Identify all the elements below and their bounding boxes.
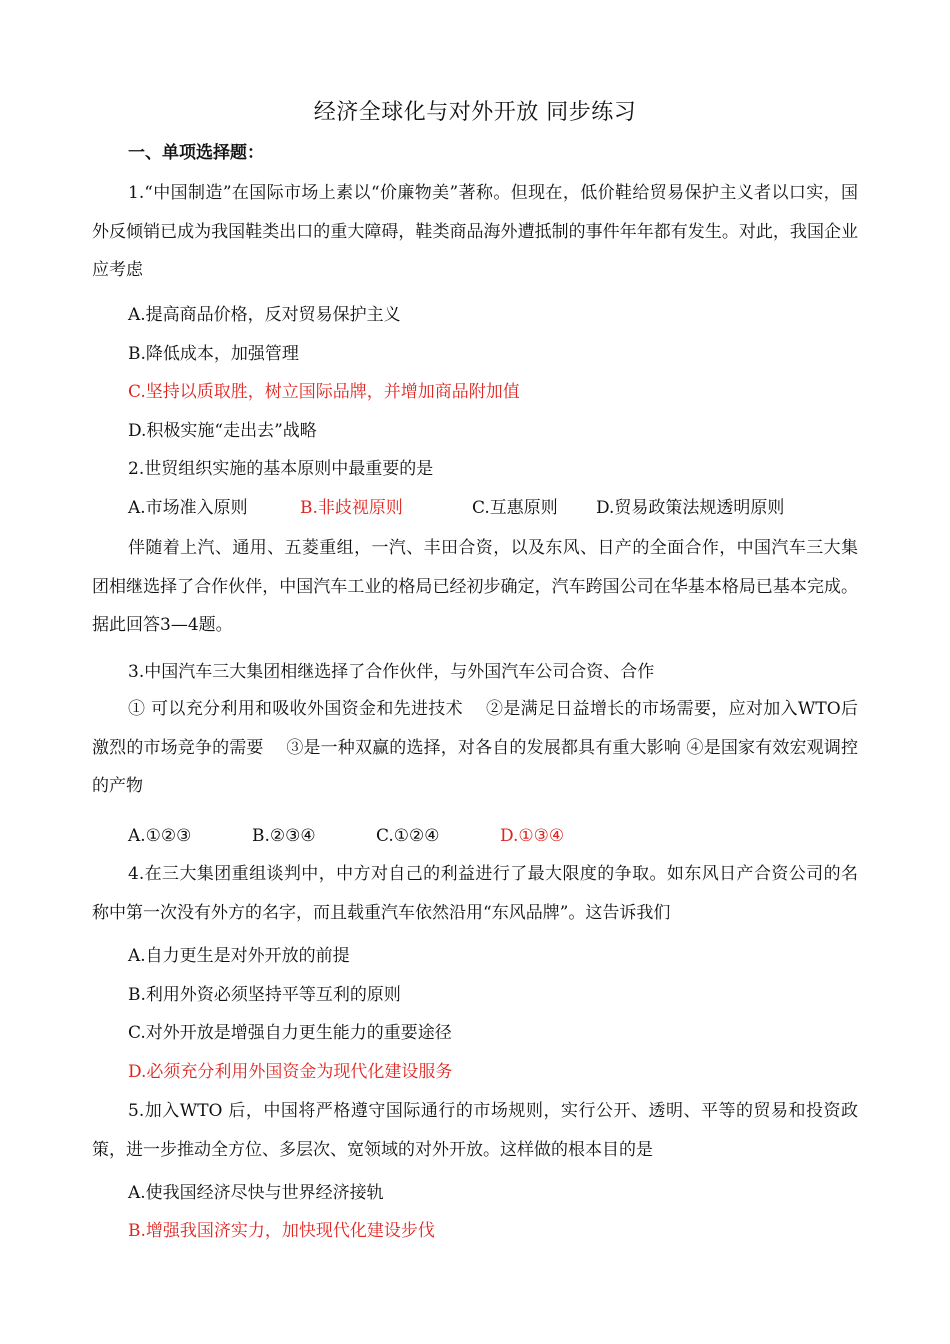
question-4-stem: 4.在三大集团重组谈判中，中方对自己的利益进行了最大限度的争取。如东风日产合资公司的名称中第一次没有外方的名字，而且载重汽车依然沿用“东风品牌”。这告诉我们	[92, 864, 858, 923]
question-2-stem: 2.世贸组织实施的基本原则中最重要的是	[128, 459, 434, 479]
q4-option-a: A.自力更生是对外开放的前提	[128, 946, 350, 966]
q5-option-b-answer: B.增强我国济实力，加快现代化建设步伐	[128, 1221, 435, 1241]
q3-option-c: C.①②④	[376, 826, 440, 846]
q3-option-a: A.①②③	[128, 826, 192, 846]
reading-material: 伴随着上汽、通用、五菱重组，一汽、丰田合资，以及东风、日产的全面合作，中国汽车三大集团相继选择了合作伙伴，中国汽车工业的格局已经初步确定，汽车跨国公司在华基本格局已基本完成。据此回答3—4题。	[92, 538, 858, 635]
question-1-stem: 1.“中国制造”在国际市场上素以“价廉物美”著称。但现在，低价鞋给贸易保护主义者以口实，国外反倾销已成为我国鞋类出口的重大障碍，鞋类商品海外遭抵制的事件年年都有发生。对此，我国企业应考虑	[92, 183, 858, 280]
q4-option-d-answer: D.必须充分利用外国资金为现代化建设服务	[128, 1062, 453, 1082]
page-title: 经济全球化与对外开放 同步练习	[313, 100, 637, 125]
q4-option-c: C.对外开放是增强自力更生能力的重要途径	[128, 1023, 452, 1043]
q1-option-c-answer: C.坚持以质取胜，树立国际品牌，并增加商品附加值	[128, 382, 520, 402]
question-3-stem: 3.中国汽车三大集团相继选择了合作伙伴，与外国汽车公司合资、合作	[128, 662, 655, 682]
q2-option-b-answer: B.非歧视原则	[300, 498, 403, 518]
q3-option-b: B.②③④	[252, 826, 316, 846]
q4-option-b: B.利用外资必须坚持平等互利的原则	[128, 985, 401, 1005]
q5-option-a: A.使我国经济尽快与世界经济接轨	[128, 1183, 384, 1203]
q1-option-d: D.积极实施“走出去”战略	[128, 421, 317, 441]
question-5-stem: 5.加入WTO 后，中国将严格遵守国际通行的市场规则，实行公开、透明、平等的贸易和投资政策，进一步推动全方位、多层次、宽领域的对外开放。这样做的根本目的是	[92, 1101, 858, 1160]
q2-option-d: D.贸易政策法规透明原则	[596, 498, 785, 518]
question-3-statements: ① 可以充分利用和吸收外国资金和先进技术 ②是满足日益增长的市场需要，应对加入WTO后激烈的市场竞争的需要 ③是一种双赢的选择，对各自的发展都具有重大影响 ④是国家有效宏观调控的产物	[92, 699, 858, 796]
q2-option-a: A.市场准入原则	[128, 498, 248, 518]
section-heading: 一、单项选择题：	[128, 143, 264, 163]
q1-option-b: B.降低成本，加强管理	[128, 344, 299, 364]
q2-option-c: C.互惠原则	[472, 498, 558, 518]
q3-option-d-answer: D.①③④	[500, 826, 565, 846]
q1-option-a: A.提高商品价格，反对贸易保护主义	[128, 305, 401, 325]
